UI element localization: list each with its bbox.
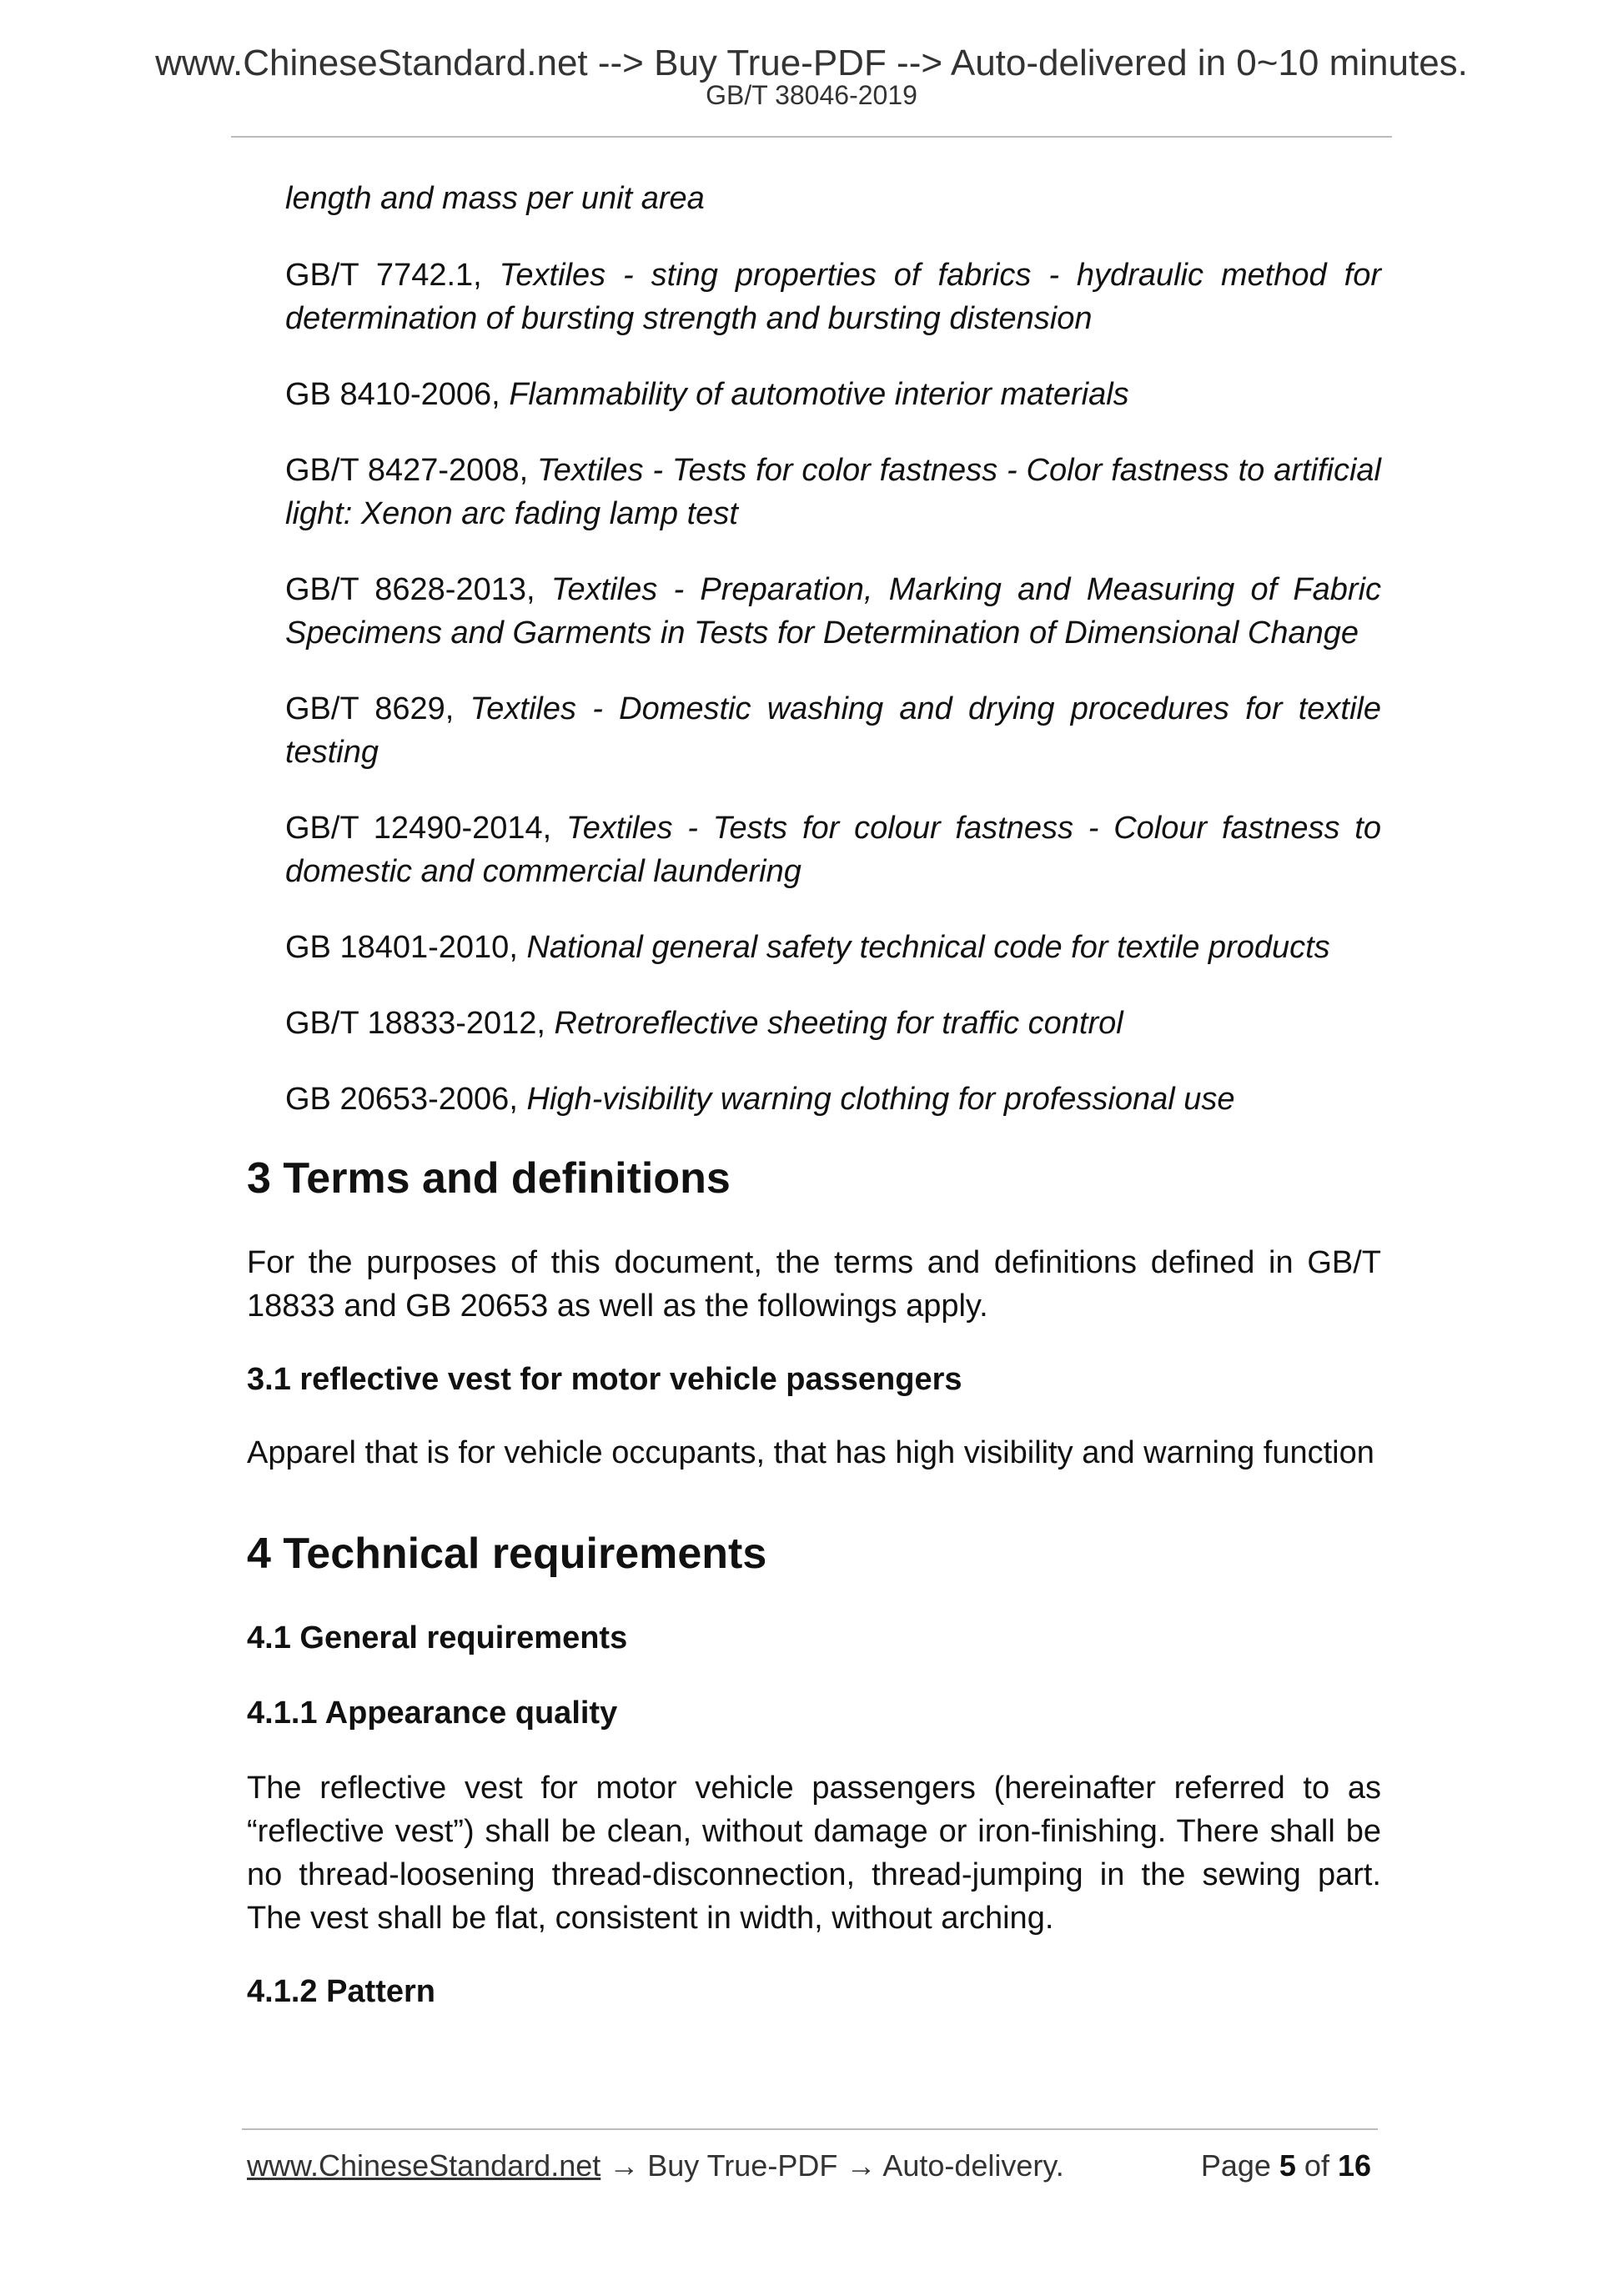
term-3-1-heading: 3.1 reflective vest for motor vehicle passengers xyxy=(247,1362,962,1397)
footer-divider xyxy=(242,2128,1378,2130)
reference-continuation: length and mass per unit area xyxy=(285,181,705,216)
total-page-count: 16 xyxy=(1337,2148,1371,2183)
section-4-1-1-text: The reflective vest for motor vehicle passengers (hereinafter referred to as “reflective vest”) shall be clean, without damage or iron-finishing. There shall be no thread-loosening thread-disconnection, thread-jumping in the sewing part. The vest shall be flat, consistent in width, without arching. xyxy=(247,1771,1381,1936)
header-divider xyxy=(231,136,1392,138)
reference-item: GB 20653-2006, High-visibility warning clothing for professional use xyxy=(285,1082,1235,1117)
footer-tagline: → Buy True-PDF → Auto-delivery. xyxy=(600,2148,1064,2183)
reference-item: GB/T 8628-2013, Textiles - Preparation, Marking and Measuring of Fabric Specimens and Garments in Tests for Determination of Dimensional Change xyxy=(285,572,1382,651)
section-3-heading: 3 Terms and definitions xyxy=(247,1154,731,1203)
normative-references-list xyxy=(285,177,1381,1153)
main-content xyxy=(247,1153,1381,2012)
reference-item: GB 18401-2010, National general safety technical code for textile products xyxy=(285,930,1330,965)
reference-item: GB/T 8427-2008, Textiles - Tests for color fastness - Color fastness to artificial light: Xenon arc fading lamp test xyxy=(285,453,1382,531)
reference-item: GB 8410-2006, Flammability of automotive interior materials xyxy=(285,377,1129,412)
page-indicator: Page 5 of 16 xyxy=(1200,2148,1371,2183)
source-banner: www.ChineseStandard.net --> Buy True-PDF --> Auto-delivered in 0~10 minutes. xyxy=(155,43,1468,83)
section-4-1-2-heading: 4.1.2 Pattern xyxy=(247,1974,435,2009)
section-4-1-heading: 4.1 General requirements xyxy=(247,1620,628,1655)
footer-site-link[interactable]: www.ChineseStandard.net xyxy=(247,2148,601,2183)
reference-item: GB/T 12490-2014, Textiles - Tests for colour fastness - Colour fastness to domestic and commercial laundering xyxy=(285,811,1381,889)
section-3-intro: For the purposes of this document, the terms and definitions defined in GB/T 18833 and GB 20653 as well as the followings apply. xyxy=(247,1245,1381,1324)
section-4-1-1-heading: 4.1.1 Appearance quality xyxy=(247,1696,618,1731)
reference-item: GB/T 8629, Textiles - Domestic washing and drying procedures for textile testing xyxy=(285,691,1381,770)
standard-code: GB/T 38046-2019 xyxy=(706,80,917,110)
page-footer xyxy=(247,2145,1381,2187)
reference-item: GB/T 7742.1, Textiles - sting properties of fabrics - hydraulic method for determination of bursting strength and bursting distension xyxy=(285,258,1381,336)
reference-item: GB/T 18833-2012, Retroreflective sheeting for traffic control xyxy=(285,1006,1123,1041)
current-page-number: 5 xyxy=(1279,2148,1296,2183)
section-4-heading: 4 Technical requirements xyxy=(247,1530,767,1578)
term-3-1-definition: Apparel that is for vehicle occupants, that has high visibility and warning function xyxy=(247,1435,1374,1470)
